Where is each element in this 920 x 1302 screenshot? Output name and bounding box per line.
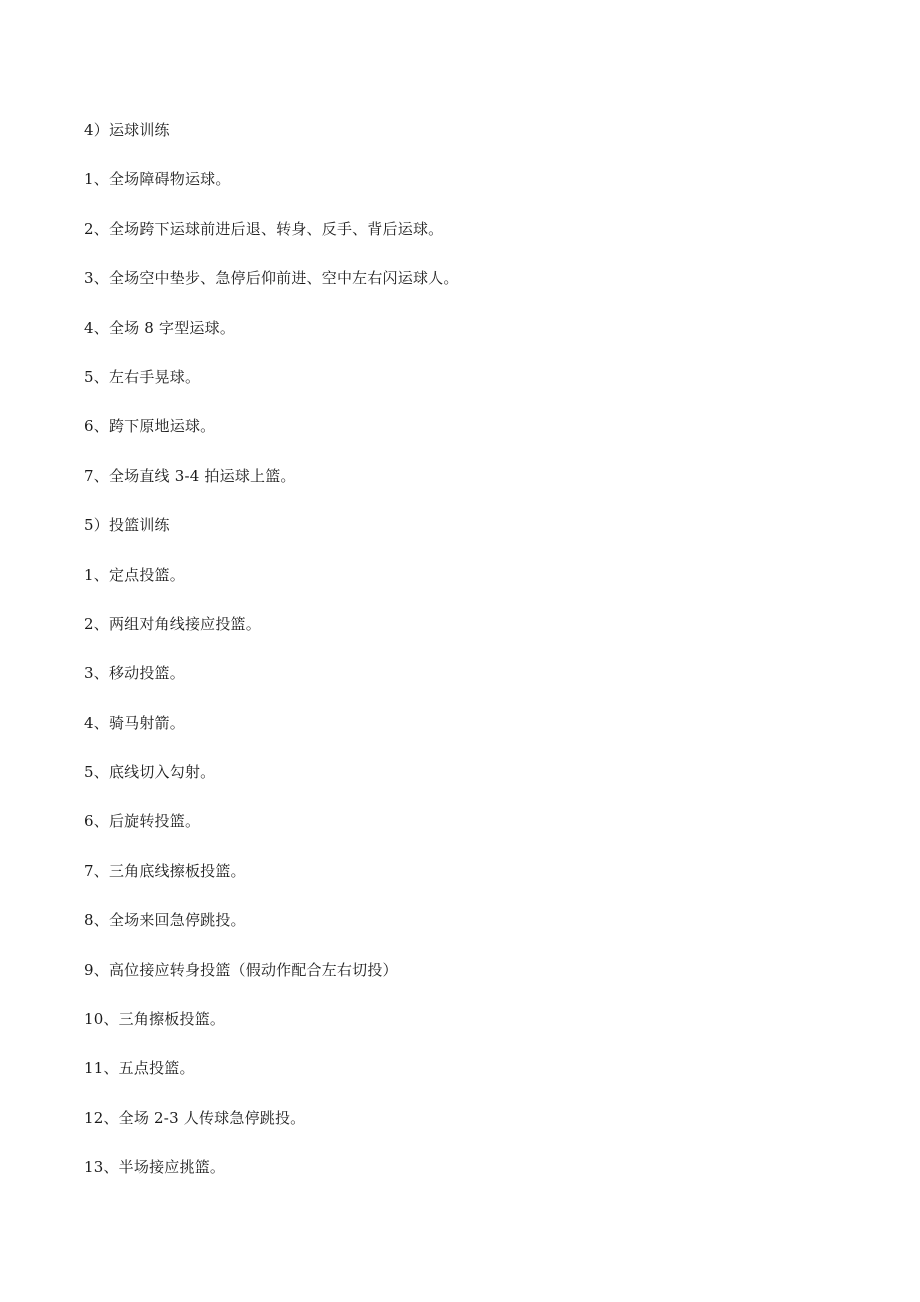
list-item: 3、全场空中垫步、急停后仰前进、空中左右闪运球人。 <box>84 269 459 288</box>
list-item: 12、全场 2-3 人传球急停跳投。 <box>84 1108 306 1127</box>
list-item: 8、全场来回急停跳投。 <box>84 911 246 930</box>
list-item: 6、跨下原地运球。 <box>84 417 216 436</box>
list-item: 4、骑马射箭。 <box>84 713 185 732</box>
list-item: 7、全场直线 3-4 拍运球上篮。 <box>84 466 296 485</box>
list-item: 1、全场障碍物运球。 <box>84 170 231 189</box>
list-item: 6、后旋转投篮。 <box>84 812 201 831</box>
list-item: 10、三角擦板投篮。 <box>84 1010 226 1029</box>
document-body <box>84 118 864 1205</box>
list-item: 5、左右手晃球。 <box>84 367 201 386</box>
list-item: 7、三角底线擦板投篮。 <box>84 861 246 880</box>
list-item: 11、五点投篮。 <box>84 1059 195 1078</box>
list-item: 1、定点投篮。 <box>84 565 185 584</box>
list-item: 9、高位接应转身投篮（假动作配合左右切投） <box>84 960 398 979</box>
list-item: 2、两组对角线接应投篮。 <box>84 614 261 633</box>
list-item: 2、全场跨下运球前进后退、转身、反手、背后运球。 <box>84 219 444 238</box>
list-item: 4、全场 8 字型运球。 <box>84 318 236 337</box>
list-item: 3、移动投篮。 <box>84 664 185 683</box>
section-heading-dribbling: 4）运球训练 <box>84 121 170 139</box>
section-heading-shooting: 5）投篮训练 <box>84 516 170 535</box>
list-item: 5、底线切入勾射。 <box>84 763 216 782</box>
list-item: 13、半场接应挑篮。 <box>84 1158 226 1177</box>
